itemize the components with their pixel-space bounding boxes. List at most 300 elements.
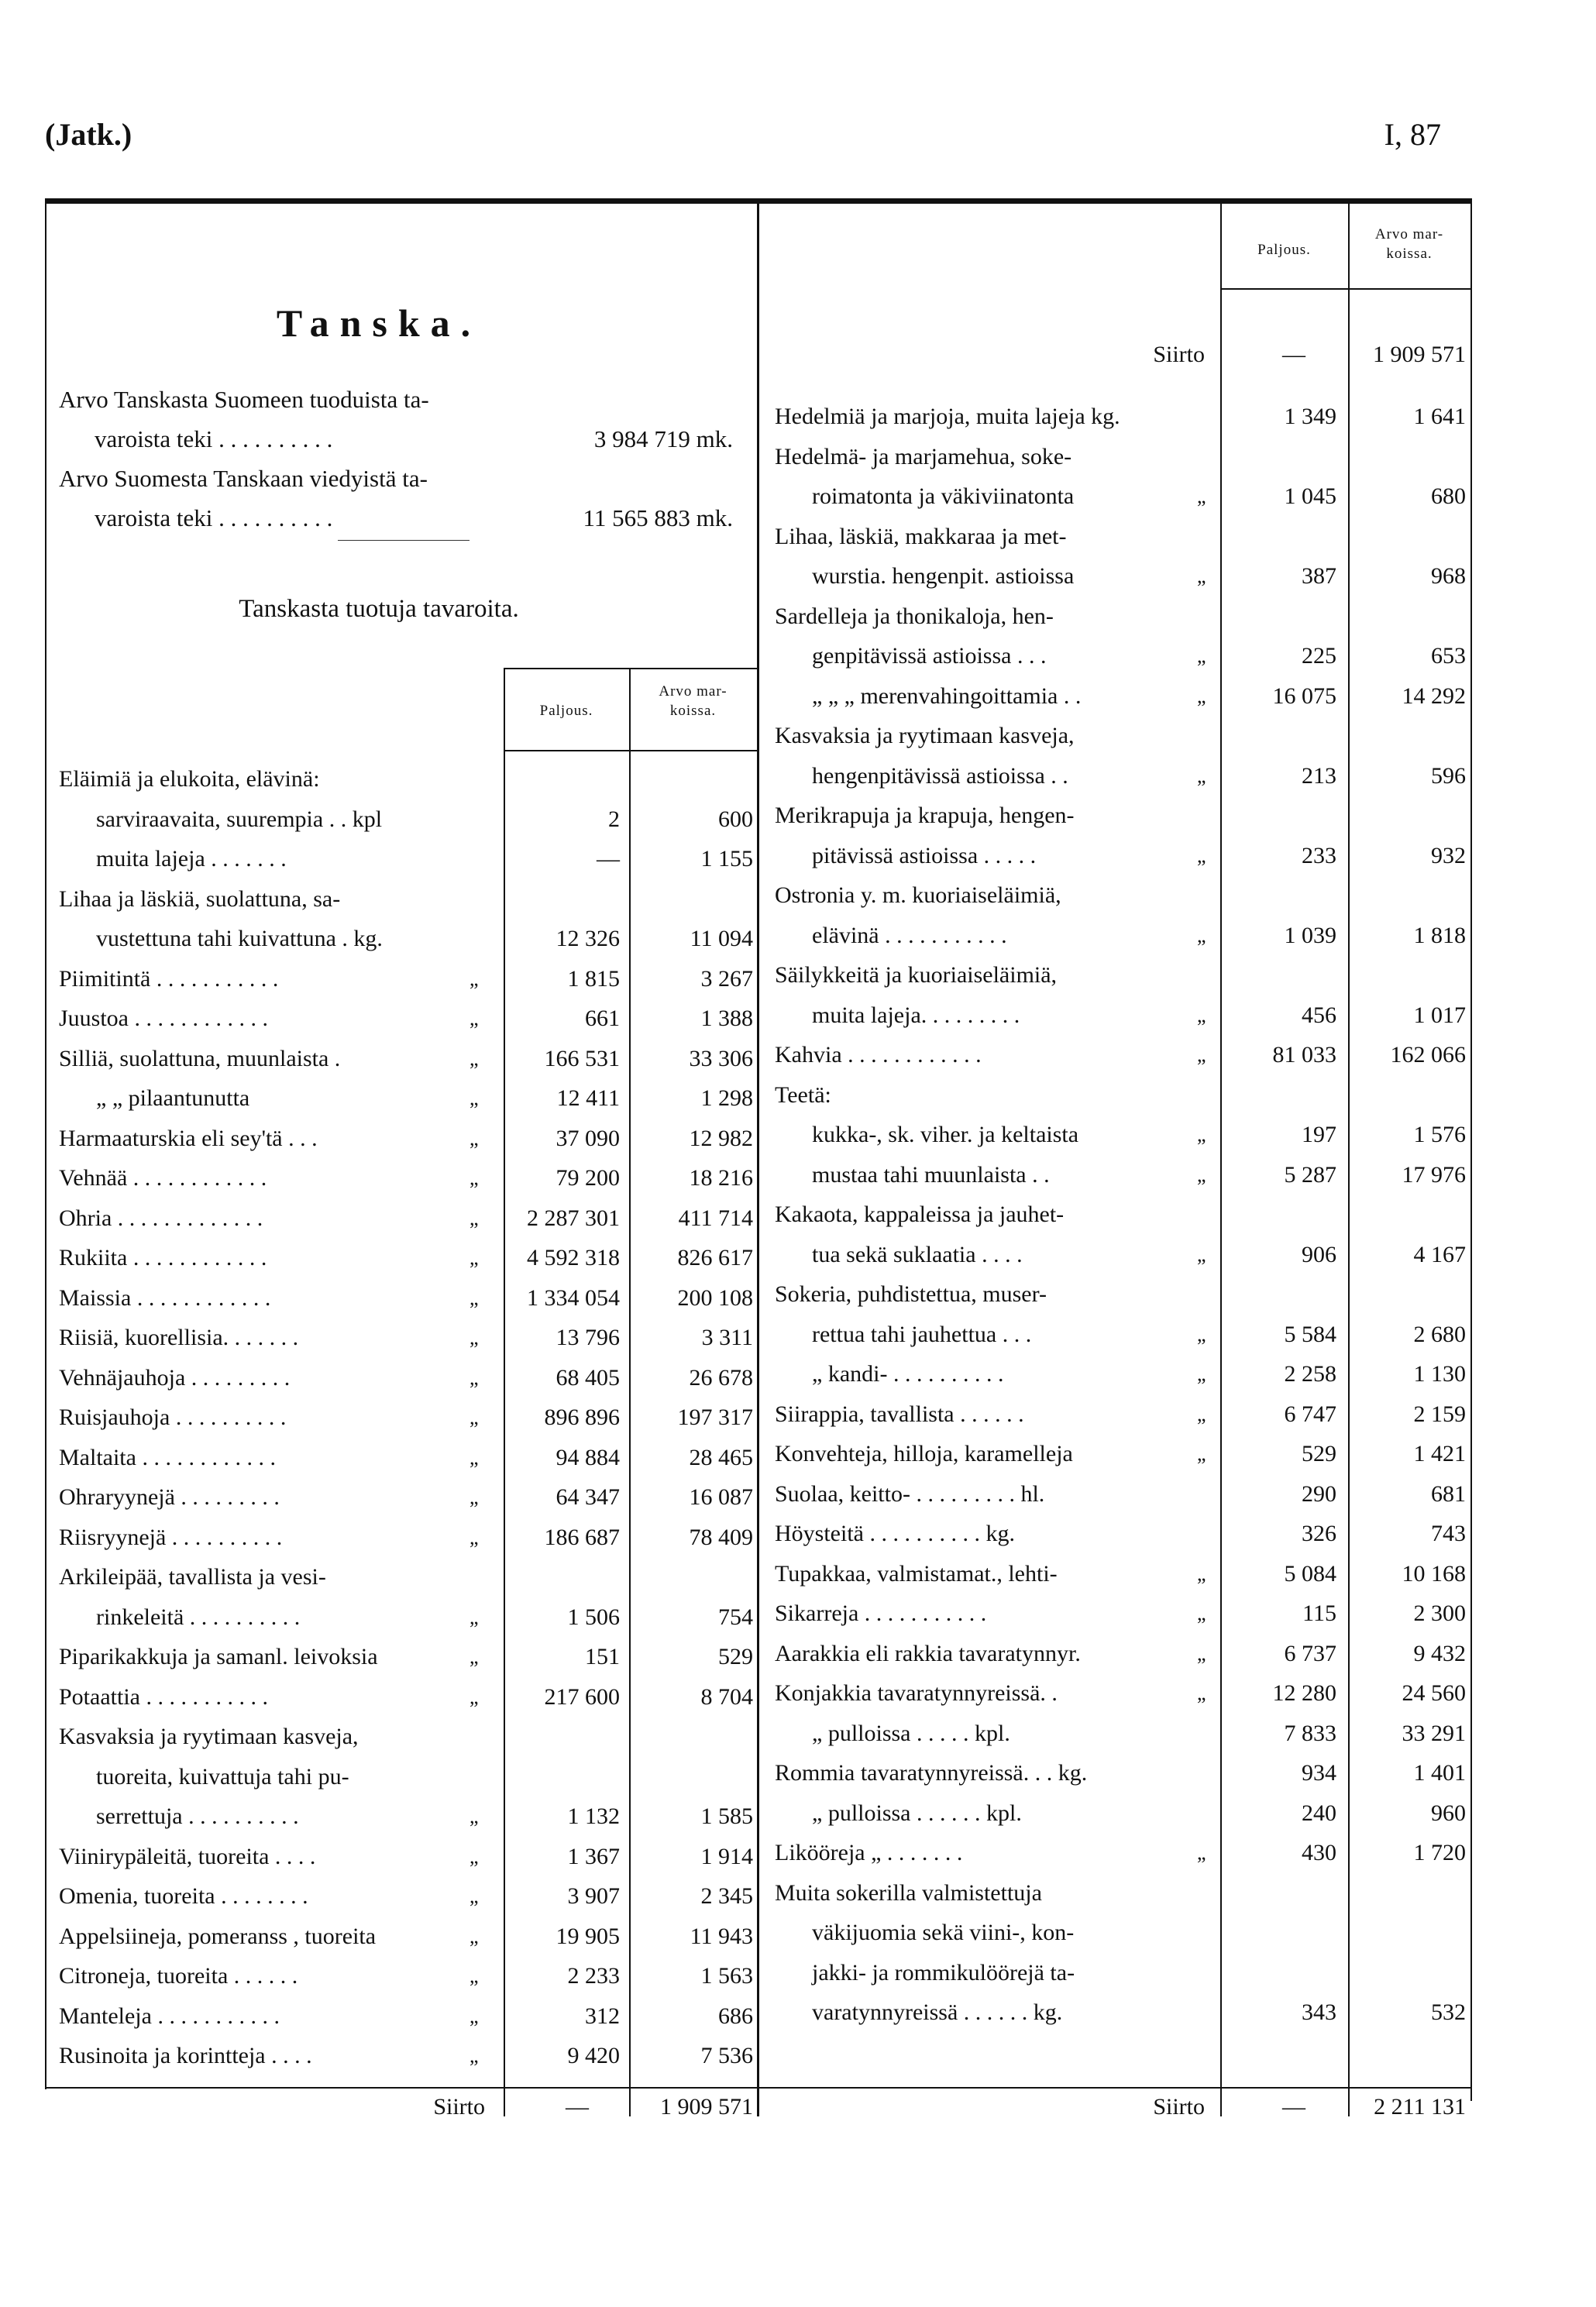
row-value: 754 xyxy=(718,1604,753,1630)
row-value: 33 291 xyxy=(1402,1720,1466,1746)
table-row xyxy=(775,1953,1470,1993)
right-head-bottom-line xyxy=(1220,288,1472,290)
row-label: Rusinoita ja korintteja . . . . xyxy=(59,2043,312,2068)
row-value: 1 818 xyxy=(1413,922,1466,948)
row-unit-ditto: „ xyxy=(1197,1243,1206,1266)
table-row xyxy=(775,995,1470,1036)
row-unit-ditto: „ xyxy=(1197,1402,1206,1425)
row-label: hengenpitävissä astioissa . . xyxy=(812,762,1068,789)
row-unit-ditto: „ xyxy=(1197,844,1206,867)
row-unit-ditto: „ xyxy=(470,1525,479,1549)
table-row xyxy=(59,1039,756,1079)
row-label: Maltaita . . . . . . . . . . . . xyxy=(59,1444,276,1470)
table-subtitle: Tanskasta tuotuja tavaroita. xyxy=(239,595,519,623)
row-unit-ditto: „ xyxy=(470,1446,479,1469)
table-row xyxy=(775,1035,1470,1075)
table-row xyxy=(775,836,1470,876)
row-unit-ditto: „ xyxy=(470,2044,479,2067)
row-label: Manteleja . . . . . . . . . . . xyxy=(59,2003,280,2029)
right-frame-line xyxy=(1470,203,1472,2101)
row-value: 17 976 xyxy=(1402,1161,1466,1188)
row-label: serrettuja . . . . . . . . . . xyxy=(96,1803,299,1829)
row-value: 600 xyxy=(718,806,753,832)
row-unit-ditto: „ xyxy=(470,1645,479,1668)
intro-line xyxy=(59,380,741,419)
row-quantity: 5 084 xyxy=(1284,1560,1336,1587)
row-unit-ditto: „ xyxy=(1197,485,1206,507)
row-label: Aarakkia eli rakkia tavaratynnyr. xyxy=(775,1640,1081,1666)
row-label: väkijuomia sekä viini-, kon- xyxy=(812,1920,1075,1945)
row-value: 200 108 xyxy=(677,1284,753,1311)
row-quantity: 6 747 xyxy=(1284,1401,1336,1427)
table-row xyxy=(775,1714,1470,1754)
row-quantity: 1 132 xyxy=(567,1803,620,1829)
table-row xyxy=(775,1354,1470,1394)
table-row xyxy=(59,959,756,999)
row-value: 1 155 xyxy=(700,846,753,872)
country-title: Tanska. xyxy=(276,301,482,345)
table-row xyxy=(775,955,1470,995)
row-quantity: 1 815 xyxy=(567,965,620,992)
table-row xyxy=(775,1634,1470,1674)
row-label: rettua tahi jauhettua . . . xyxy=(812,1321,1032,1347)
row-label: Likööreja „ . . . . . . . xyxy=(775,1840,963,1865)
row-label: Hedelmiä ja marjoja, muita lajeja kg. xyxy=(775,404,1120,429)
row-unit-ditto: „ xyxy=(470,1924,479,1948)
row-label: Maissia . . . . . . . . . . . . xyxy=(59,1284,271,1311)
row-label: wurstia. hengenpit. astioissa xyxy=(812,563,1075,589)
intro-amount: 3 984 719 mk. xyxy=(593,425,733,452)
row-quantity: 166 531 xyxy=(544,1045,620,1071)
row-value: 18 216 xyxy=(689,1165,753,1191)
intro-text: Arvo Tanskasta Suomeen tuoduista ta- xyxy=(59,386,429,413)
table-row xyxy=(775,716,1470,756)
table-row xyxy=(775,476,1470,517)
row-quantity: 3 907 xyxy=(567,1883,620,1909)
row-quantity: 2 233 xyxy=(567,1963,620,1989)
left-qty-header: Paljous. xyxy=(539,703,593,719)
left-siirto-value: 1 909 571 xyxy=(660,2094,753,2120)
row-label: Teetä: xyxy=(775,1081,831,1108)
row-quantity: 12 326 xyxy=(556,926,620,951)
row-quantity: 5 584 xyxy=(1284,1321,1336,1347)
row-quantity: 1 045 xyxy=(1284,483,1336,509)
row-unit-ditto: „ xyxy=(1197,1322,1206,1346)
row-value: 743 xyxy=(1431,1521,1466,1546)
row-quantity: 5 287 xyxy=(1284,1161,1336,1188)
left-frame-line xyxy=(45,203,46,2089)
right-siirto-label: Siirto xyxy=(1153,2094,1205,2120)
page-header-right: I, 87 xyxy=(1384,117,1441,152)
row-value: 197 317 xyxy=(677,1404,753,1430)
row-quantity: 217 600 xyxy=(544,1683,620,1710)
table-row xyxy=(59,799,756,840)
table-row xyxy=(775,1274,1470,1315)
row-label: varatynnyreissä . . . . . . kg. xyxy=(812,1999,1063,2025)
row-quantity: 12 411 xyxy=(556,1085,620,1111)
row-value: 1 576 xyxy=(1413,1122,1466,1147)
row-unit-ditto: „ xyxy=(470,1167,479,1189)
row-label: Lihaa ja läskiä, suolattuna, sa- xyxy=(59,885,341,912)
table-row xyxy=(59,1477,756,1518)
row-value: 1 421 xyxy=(1413,1441,1466,1466)
row-quantity: 1 367 xyxy=(567,1843,620,1869)
table-row xyxy=(59,879,756,920)
row-value: 653 xyxy=(1431,643,1466,669)
row-unit-ditto: „ xyxy=(470,967,479,990)
row-value: 1 130 xyxy=(1413,1361,1466,1387)
row-value: 16 087 xyxy=(689,1484,753,1510)
row-label: Hedelmä- ja marjamehua, soke- xyxy=(775,443,1072,469)
row-label: „ kandi- . . . . . . . . . . xyxy=(812,1361,1004,1387)
row-value: 529 xyxy=(718,1644,753,1669)
row-unit-ditto: „ xyxy=(470,1406,479,1429)
row-value: 24 560 xyxy=(1402,1680,1466,1706)
row-unit-ditto: „ xyxy=(1197,923,1206,947)
row-value: 3 267 xyxy=(700,965,753,992)
row-quantity: 16 075 xyxy=(1272,682,1336,709)
row-label: Rommia tavaratynnyreissä. . . kg. xyxy=(775,1760,1088,1786)
row-quantity: 12 280 xyxy=(1272,1680,1336,1706)
row-label: roimatonta ja väkiviinatonta xyxy=(812,483,1075,509)
row-value: 2 300 xyxy=(1413,1600,1466,1626)
row-label: muita lajeja. . . . . . . . . xyxy=(812,1002,1020,1028)
row-unit-ditto: „ xyxy=(470,1206,479,1229)
table-row xyxy=(775,875,1470,916)
row-value: 1 641 xyxy=(1413,404,1466,429)
row-value: 78 409 xyxy=(689,1524,753,1550)
row-unit-ditto: „ xyxy=(1197,684,1206,707)
table-row xyxy=(775,1195,1470,1235)
row-unit-ditto: „ xyxy=(470,1047,479,1070)
row-value: 596 xyxy=(1431,762,1466,789)
right-val-header-line2: koissa. xyxy=(1386,246,1433,262)
row-value: 26 678 xyxy=(689,1364,753,1391)
row-quantity: 934 xyxy=(1302,1760,1336,1786)
table-row xyxy=(59,1278,756,1319)
table-row xyxy=(775,636,1470,676)
row-quantity: 151 xyxy=(585,1644,620,1669)
row-value: 532 xyxy=(1431,1999,1466,2025)
row-quantity: 2 258 xyxy=(1284,1361,1336,1387)
row-label: Ruisjauhoja . . . . . . . . . . xyxy=(59,1404,287,1430)
table-row xyxy=(775,1554,1470,1594)
table-row xyxy=(775,1673,1470,1714)
row-quantity: 343 xyxy=(1302,1999,1336,2025)
row-quantity: 4 592 318 xyxy=(527,1245,620,1270)
row-label: Konjakkia tavaratynnyreissä. . xyxy=(775,1680,1058,1706)
row-label: Sardelleja ja thonikaloja, hen- xyxy=(775,603,1054,629)
intro-block xyxy=(59,380,741,538)
row-unit-ditto: „ xyxy=(470,1965,479,1987)
table-row xyxy=(59,1717,756,1757)
table-row xyxy=(775,1873,1470,1913)
table-row xyxy=(59,1677,756,1717)
row-label: „ pulloissa . . . . . . kpl. xyxy=(812,1800,1022,1826)
row-quantity: 312 xyxy=(585,2003,620,2029)
row-quantity: 6 737 xyxy=(1284,1640,1336,1666)
table-row xyxy=(59,1318,756,1358)
row-value: 7 536 xyxy=(700,2043,753,2068)
row-value: 1 388 xyxy=(700,1006,753,1031)
table-row xyxy=(775,1155,1470,1195)
row-label: vustettuna tahi kuivattuna . kg. xyxy=(96,926,383,951)
left-val-header-line1: Arvo mar- xyxy=(659,683,727,700)
row-label: Silliä, suolattuna, muunlaista . xyxy=(59,1045,341,1071)
table-row xyxy=(59,1597,756,1638)
row-label: Säilykkeitä ja kuoriaiseläimiä, xyxy=(775,962,1058,988)
row-quantity: 115 xyxy=(1302,1600,1336,1626)
row-unit-ditto: „ xyxy=(1197,1602,1206,1625)
table-row xyxy=(59,1917,756,1957)
row-label: rinkeleitä . . . . . . . . . . xyxy=(96,1604,301,1630)
row-value: 12 982 xyxy=(689,1125,753,1151)
row-label: Omenia, tuoreita . . . . . . . . xyxy=(59,1883,308,1909)
table-row xyxy=(775,556,1470,597)
table-row xyxy=(59,1238,756,1278)
row-label: Suolaa, keitto- . . . . . . . . . hl. xyxy=(775,1480,1045,1507)
table-row xyxy=(59,1796,756,1837)
row-label: genpitävissä astioissa . . . xyxy=(812,643,1047,669)
row-value: 1 401 xyxy=(1413,1760,1466,1786)
table-row xyxy=(59,999,756,1039)
table-row xyxy=(59,1358,756,1398)
left-head-bottom-line xyxy=(504,750,758,751)
row-quantity: 1 506 xyxy=(567,1604,620,1630)
row-quantity: — xyxy=(597,846,620,872)
row-quantity: 9 420 xyxy=(567,2043,620,2068)
table-row xyxy=(775,796,1470,836)
row-value: 2 345 xyxy=(700,1883,753,1909)
table-row xyxy=(59,1557,756,1597)
table-row xyxy=(59,1398,756,1438)
row-quantity: 326 xyxy=(1302,1521,1336,1546)
row-label: Kahvia . . . . . . . . . . . . xyxy=(775,1042,982,1068)
table-row xyxy=(775,1075,1470,1116)
row-unit-ditto: „ xyxy=(1197,1163,1206,1186)
table-row xyxy=(59,1518,756,1558)
row-unit-ditto: „ xyxy=(1197,1642,1206,1665)
row-value: 162 066 xyxy=(1390,1042,1466,1068)
row-unit-ditto: „ xyxy=(470,1087,479,1109)
row-value: 932 xyxy=(1431,842,1466,868)
right-siirto-row xyxy=(775,2087,1470,2127)
row-quantity: 1 334 054 xyxy=(527,1284,620,1311)
row-unit-ditto: „ xyxy=(470,1845,479,1868)
row-quantity: 240 xyxy=(1302,1800,1336,1826)
row-label: Merikrapuja ja krapuja, hengen- xyxy=(775,803,1075,828)
row-label: Eläimiä ja elukoita, elävinä: xyxy=(59,766,320,792)
row-quantity: 387 xyxy=(1302,563,1336,589)
row-unit-ditto: „ xyxy=(470,1126,479,1150)
row-label: mustaa tahi muunlaista . . xyxy=(812,1161,1050,1188)
row-quantity: 1 349 xyxy=(1284,404,1336,429)
right-siirto-carry-row xyxy=(775,335,1470,375)
row-quantity: 81 033 xyxy=(1272,1042,1336,1068)
row-label: Vehnää . . . . . . . . . . . . xyxy=(59,1165,267,1191)
row-quantity: 2 287 301 xyxy=(527,1205,620,1231)
row-label: Kasvaksia ja ryytimaan kasveja, xyxy=(775,723,1075,748)
table-row xyxy=(775,1992,1470,2033)
row-label: Appelsiineja, pomeranss , tuoreita xyxy=(59,1923,377,1949)
row-unit-ditto: „ xyxy=(470,1286,479,1309)
table-row xyxy=(59,2036,756,2076)
row-unit-ditto: „ xyxy=(470,1007,479,1030)
row-label: Arkileipää, tavallista ja vesi- xyxy=(59,1564,326,1590)
row-value: 960 xyxy=(1431,1800,1466,1826)
row-quantity: 37 090 xyxy=(556,1125,620,1151)
row-value: 8 704 xyxy=(700,1683,753,1710)
row-label: sarviraavaita, suurempia . . kpl xyxy=(96,806,383,832)
row-label: Sokeria, puhdistettua, muser- xyxy=(775,1281,1047,1307)
intro-line xyxy=(59,459,741,498)
row-quantity: 225 xyxy=(1302,643,1336,669)
row-label: Siirappia, tavallista . . . . . . xyxy=(775,1401,1024,1427)
row-quantity: 1 039 xyxy=(1284,922,1336,948)
table-row xyxy=(59,919,756,959)
row-label: Konvehteja, hilloja, karamelleja xyxy=(775,1441,1073,1466)
row-value: 1 563 xyxy=(700,1963,753,1989)
row-value: 2 680 xyxy=(1413,1321,1466,1347)
intro-text: Arvo Suomesta Tanskaan viedyistä ta- xyxy=(59,465,428,492)
row-quantity: 7 833 xyxy=(1284,1720,1336,1746)
row-quantity: 896 896 xyxy=(544,1404,620,1430)
intro-amount: 11 565 883 mk. xyxy=(583,504,733,531)
row-quantity: 456 xyxy=(1302,1002,1336,1028)
left-siirto-row xyxy=(59,2087,756,2127)
row-unit-ditto: „ xyxy=(1197,1003,1206,1026)
table-row xyxy=(59,1158,756,1198)
left-total-row xyxy=(59,2087,756,2127)
row-unit-ditto: „ xyxy=(1197,1363,1206,1385)
left-siirto-label: Siirto xyxy=(433,2094,485,2120)
table-row xyxy=(775,1315,1470,1355)
row-value: 680 xyxy=(1431,483,1466,509)
row-quantity: 430 xyxy=(1302,1840,1336,1865)
table-row xyxy=(59,1837,756,1877)
row-unit-ditto: „ xyxy=(470,1326,479,1349)
row-unit-ditto: „ xyxy=(1197,1682,1206,1704)
row-value: 1 585 xyxy=(700,1803,753,1829)
row-label: Potaattia . . . . . . . . . . . xyxy=(59,1683,268,1710)
left-val-header xyxy=(629,682,757,720)
row-label: Juustoa . . . . . . . . . . . . xyxy=(59,1006,268,1031)
row-unit-ditto: „ xyxy=(470,1246,479,1269)
table-row xyxy=(775,756,1470,796)
row-unit-ditto: „ xyxy=(470,1605,479,1628)
right-total-row xyxy=(775,2087,1470,2127)
right-val-header-line1: Arvo mar- xyxy=(1374,226,1444,242)
intro-line xyxy=(59,498,741,538)
table-row xyxy=(59,1876,756,1917)
row-label: Muita sokerilla valmistettuja xyxy=(775,1879,1042,1906)
row-label: Harmaaturskia eli sey'tä . . . xyxy=(59,1125,318,1151)
left-head-top-line xyxy=(504,668,758,669)
row-quantity: 13 796 xyxy=(556,1325,620,1350)
row-value: 1 017 xyxy=(1413,1002,1466,1028)
row-value: 9 432 xyxy=(1413,1640,1466,1666)
table-row xyxy=(59,1956,756,1996)
row-label: Ohria . . . . . . . . . . . . . xyxy=(59,1205,263,1231)
row-label: Riisiä, kuorellisia. . . . . . . xyxy=(59,1325,299,1350)
page-header-left: (Jatk.) xyxy=(45,117,132,152)
row-value: 14 292 xyxy=(1402,682,1466,709)
row-value: 4 167 xyxy=(1413,1241,1466,1267)
row-unit-ditto: „ xyxy=(1197,1442,1206,1465)
row-unit-ditto: „ xyxy=(1197,1562,1206,1585)
row-label: Ohraryynejä . . . . . . . . . xyxy=(59,1484,280,1510)
right-qty-header: Paljous. xyxy=(1257,242,1311,258)
table-row xyxy=(59,759,756,799)
row-value: 826 617 xyxy=(677,1245,753,1270)
row-unit-ditto: „ xyxy=(1197,1841,1206,1864)
right-siirto-value: 2 211 131 xyxy=(1374,2094,1466,2120)
right-siirto-qty: — xyxy=(1282,2094,1305,2120)
row-unit-ditto: „ xyxy=(1197,645,1206,667)
row-label: Citroneja, tuoreita . . . . . . xyxy=(59,1963,298,1989)
row-unit-ditto: „ xyxy=(1197,1123,1206,1146)
row-unit-ditto: „ xyxy=(470,1366,479,1389)
row-quantity: 233 xyxy=(1302,842,1336,868)
row-quantity: 19 905 xyxy=(556,1923,620,1949)
table-row xyxy=(775,597,1470,637)
row-quantity: 661 xyxy=(585,1006,620,1031)
row-label: „ „ „ merenvahingoittamia . . xyxy=(812,682,1082,709)
row-label: „ pulloissa . . . . . kpl. xyxy=(812,1720,1010,1746)
row-value: 11 094 xyxy=(690,926,753,951)
row-label: Kasvaksia ja ryytimaan kasveja, xyxy=(59,1724,359,1749)
row-quantity: 68 405 xyxy=(556,1364,620,1391)
row-label: Piparikakkuja ja samanl. leivoksia xyxy=(59,1644,378,1669)
row-label: tuoreita, kuivattuja tahi pu- xyxy=(96,1763,349,1790)
row-unit-ditto: „ xyxy=(1197,764,1206,787)
row-value: 11 943 xyxy=(690,1923,753,1949)
table-row xyxy=(775,437,1470,477)
row-unit-ditto: „ xyxy=(470,1685,479,1708)
table-row xyxy=(59,1996,756,2037)
row-label: Rukiita . . . . . . . . . . . . xyxy=(59,1245,267,1270)
table-row xyxy=(775,1514,1470,1554)
row-label: Höysteitä . . . . . . . . . . kg. xyxy=(775,1521,1015,1546)
row-value: 2 159 xyxy=(1413,1401,1466,1427)
row-unit-ditto: „ xyxy=(470,2004,479,2027)
table-row xyxy=(775,1753,1470,1793)
row-value: 968 xyxy=(1431,563,1466,589)
row-quantity: 906 xyxy=(1302,1241,1336,1267)
row-unit-ditto: „ xyxy=(1197,565,1206,587)
right-carry-qty: — xyxy=(1282,342,1305,367)
row-label: Ostronia y. m. kuoriaiseläimiä, xyxy=(775,882,1061,908)
table-row xyxy=(775,1594,1470,1634)
right-table xyxy=(775,397,1470,2033)
table-row xyxy=(775,1394,1470,1435)
left-val-header-line2: koissa. xyxy=(669,703,717,719)
row-value: 3 311 xyxy=(701,1325,753,1350)
center-divider xyxy=(757,203,759,2116)
row-quantity: 529 xyxy=(1302,1441,1336,1466)
table-row xyxy=(59,1198,756,1239)
row-quantity: 290 xyxy=(1302,1480,1336,1507)
intro-text: varoista teki . . . . . . . . . . xyxy=(95,425,333,452)
table-row xyxy=(59,839,756,879)
row-label: Kakaota, kappaleissa ja jauhet- xyxy=(775,1202,1065,1227)
row-unit-ditto: „ xyxy=(470,1486,479,1508)
row-label: Lihaa, läskiä, makkaraa ja met- xyxy=(775,523,1067,549)
row-value: 411 714 xyxy=(678,1205,753,1231)
intro-line xyxy=(59,419,741,459)
row-label: Riisryynejä . . . . . . . . . . xyxy=(59,1524,283,1550)
right-carry-value: 1 909 571 xyxy=(1373,342,1466,367)
